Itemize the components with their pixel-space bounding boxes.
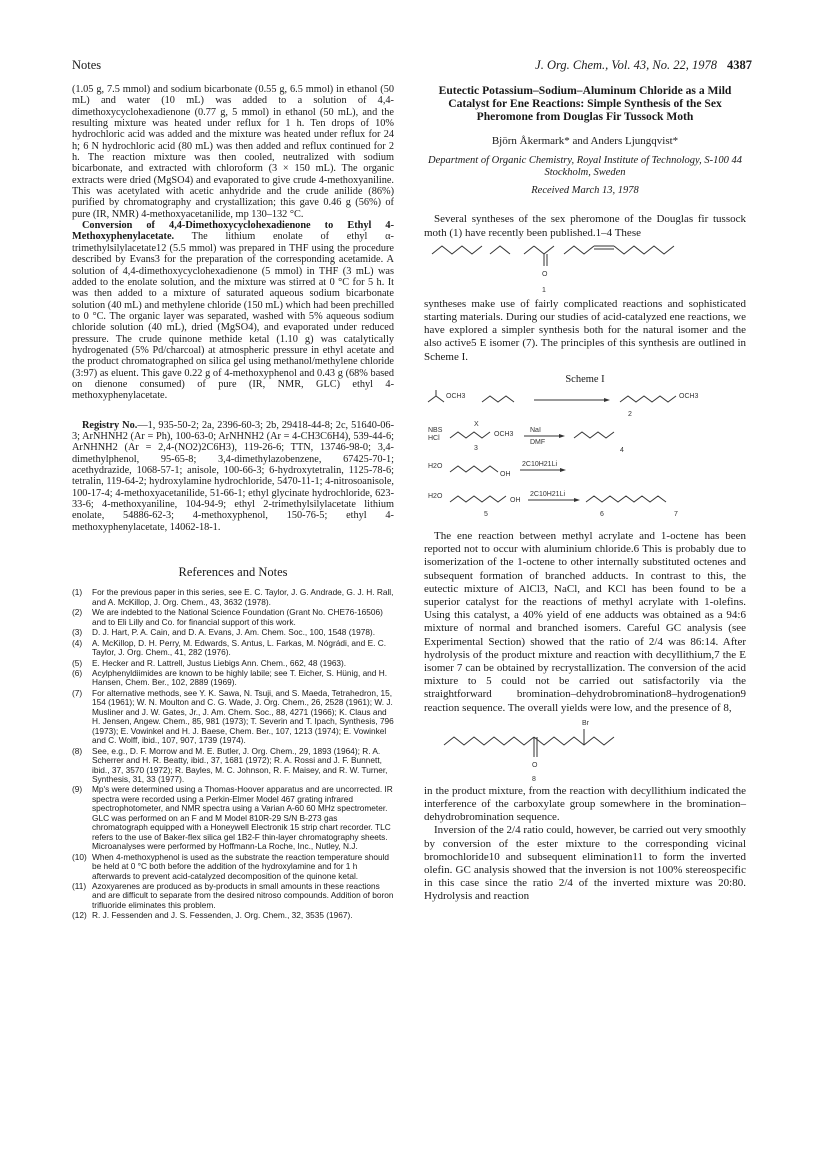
reference-text: A. McKillop, D. H. Perry, M. Edwards, S. Antus, L. Farkas, M. Nógrádi, and E. C. Taylor, J. Org. Chem., 41, 282 (1976). [92,637,387,658]
reference-item [72,747,394,785]
scheme-1-diagram [424,390,746,520]
scheme-title: Scheme I [565,373,605,385]
reference-item [72,882,394,910]
conversion-heading: Conversion of 4,4-Dimethoxycyclohexadienone to Ethyl 4-Methoxyphenylacetate. [72,220,394,243]
reference-text: E. Hecker and R. Lattrell, Justus Liebigs Ann. Chem., 662, 48 (1963). [92,657,347,668]
reference-item [72,659,394,668]
hcl-label: HCl [428,434,440,442]
nai-label: NaI [530,426,541,434]
reference-text: Acylphenyldiimides are known to be highly labile; see T. Eicher, S. Hünig, and H. Hansen, Chem. Ber., 102, 2889 (1969). [92,668,388,688]
bromine-label: Br [582,719,589,727]
reference-text: For alternative methods, see Y. K. Sawa, N. Tsuji, and S. Maeda, Tetrahedron, 15, 154 (1961); W. N. Moulton and C. G. Wade, J. Org. Chem., 26, 2528 (1961); W. J. Musliner and J. W. Gates, Jr., J. Am. Chem. Soc., 88, 4271 (1966); K. Claus and H. Jensen, Angew. Chem., 85, 981 (1973); T. Severin and T. Ipach, Synthesis, 796 (1973); E. Vowinkel and H. J. Baese, Chem. Ber., 107, 1213 (1974); E. Vowinkel and C. Wolff, ibid., 107, 907, 1739 (1974). [92,687,394,746]
reference-number: (9) [72,784,83,795]
reference-number: (10) [72,851,87,862]
inversion-paragraph: Inversion of the 2/4 ratio could, however, be carried out very smoothly by conversion of the ester mixture to the corresponding vicinal bromochloride10 and subsequent elimination11 to form the inverted olefin. GC analysis showed that the inversion is not 100% stereospecific in this case since the ratio 2/4 of the inverted mixture was 20:80. Hydrolysis and reaction [424,824,746,903]
reference-item [72,785,394,851]
reference-text: Azoxyarenes are produced as by-products in small amounts in these reactions and are difficult to separate from the desired nitroso compounds. Addition of boron trifluoride eliminates this problem. [92,881,394,910]
oh-label-2: OH [510,496,521,504]
page-number: 4387 [727,58,752,72]
reference-text: When 4-methoxyphenol is used as the substrate the reaction temperature should be held at 0 °C both before the addition of the hydroxylamine and for 1 h afterwards to prevent acid-catalyzed decomposition of the quinone ketal. [92,851,390,881]
compound-8-label: 8 [532,775,536,783]
och3-label-3: OCH3 [494,430,514,438]
reference-number: (8) [72,745,83,756]
reference-number: (7) [72,687,83,698]
decyllithium-label-2: 2C10H21Li [530,490,566,498]
reference-text: D. J. Hart, P. A. Cain, and D. A. Evans, J. Am. Chem. Soc., 100, 1548 (1978). [92,627,376,638]
compound-7-label: 7 [674,510,678,518]
reference-item [72,639,394,658]
och3-label-2: OCH3 [679,392,699,400]
authors: Björn Åkermark* and Anders Ljungqvist* [491,135,679,147]
reference-number: (2) [72,607,83,618]
reference-text: See, e.g., D. F. Morrow and M. E. Butler, J. Org. Chem., 29, 1893 (1964); R. A. Scherrer and H. R. Beatty, ibid., 37, 1681 (1972); R. A. Rossi and J. F. Bunnett, ibid., 37, 3570 (1972); R. Bayles, M. C. Johnson, R. F. Maisey, and R. W. Turner, Synthesis, 31, 33 (1977). [92,745,388,785]
affiliation: Department of Organic Chemistry, Royal Institute of Technology, S-100 44 Stockholm, Sweden [428,155,742,179]
compound-6-label: 6 [600,510,604,518]
reference-item [72,628,394,637]
reference-item [72,911,394,920]
dmf-label: DMF [530,438,546,446]
experimental-paragraph: (1.05 g, 7.5 mmol) and sodium bicarbonate (0.55 g, 6.5 mmol) in ethanol (50 mL) and water (10 mL) was added to a solution of 4,4-dimethoxycyclohexadienone (0.77 g, 5 mmol) in ethanol (50 mL), and the resulting mixture was heated under reflux for 1 h. Ten drops of 10% hydrochloric acid was added and the mixture was heated under reflux for 24 h; 6 N hydrochloric acid (80 mL) was then added and reflux continued for 2 h. The reaction mixture was then cooled, neutralized with sodium bicarbonate, and extracted with chloroform (3 × 150 mL). The organic extracts were dried (MgSO4) and evaporated to give crude 4-methoxyaniline. This was acetylated with acetic anhydride and the crude anilide (86%) purified by chromatography and crystallization; this gave 0.46 g (56%) of pure (IR, NMR) 4-methoxyacetanilide, mp 130–132 °C. [72,84,394,220]
journal-citation: J. Org. Chem., Vol. 43, No. 22, 1978 [535,58,717,72]
reference-number: (11) [72,881,87,891]
reference-text: For the previous paper in this series, see E. C. Taylor, J. G. Andrade, G. J. H. Rall, and A. McKillop, J. Org. Chem., 43, 3632 (1978). [92,587,394,607]
compound-2-label: 2 [628,410,632,418]
right-column [424,84,746,904]
conversion-paragraph [72,220,394,402]
running-header-left: Notes [72,58,102,72]
reference-number: (5) [72,657,83,668]
compound-4-label: 4 [620,446,624,454]
compound-8-structure [424,715,746,785]
registry-paragraph [72,420,394,533]
reference-number: (3) [72,627,83,638]
reference-item [72,588,394,607]
compound-3-label: 3 [474,444,478,452]
reference-item [72,669,394,688]
synthesis-paragraph: syntheses make use of fairly complicated reactions and sophisticated starting materials. During our studies of acid-catalyzed ene reactions, we have explored a simpler synthesis both for the natural isomer and the also active5 E isomer (7). The principles of this synthesis are outlined in Scheme I. [424,297,746,363]
nbs-label: NBS [428,426,443,434]
running-header-right [535,58,752,73]
left-column [72,84,394,922]
registry-text: —1, 935-50-2; 2a, 2396-60-3; 2b, 29418-44-8; 2c, 51640-06-3; ArNHNH2 (Ar = Ph), 100-63-0; ArNHNH2 (Ar = 4-CH3C6H4), 539-44-6; ArNHNH2 (Ar = 2,4-(NO2)2C6H3), 119-26-6; TTN, 13746-98-0; 3,4-dimethylphenol, 95-65-8; 3,4-dimethylazobenzene, 67425-70-1; acethydrazide, 1068-57-1; anisole, 100-66-3; 6-hydroxytetralin, 1125-78-6; tetralin, 119-64-2; hydroxylamine hydrochloride, 5470-11-1; 4-nitrosoanisole, 100-17-4; 4-methoxyacetanilide, 51-66-1; ethyl glycinate hydrochloride, 623-33-6; 4-methoxyaniline, 104-94-9; ethyl 2-trimethylsilylacetate lithium enolate, 54886-62-3; 4-methoxyphenol, 150-76-5; ethyl 4-methoxyphenylacetate, 14062-18-1. [72,419,395,533]
reference-item [72,853,394,881]
references-list [72,588,394,920]
reference-number: (6) [72,668,83,679]
conversion-text: The lithium enolate of ethyl α-trimethylsilylacetate12 (5.5 mmol) was prepared in THF using the procedure described by Evans3 for the preparation of the corresponding acetamide. A solution of 4,4-dimethoxycyclohexadienone (5 mmol) in THF (3 mL) was added to the enolate solution, and the mixture was stirred at 0 °C for 5 h. It was then added to a mixture of saturated aqueous sodium bicarbonate solution (40 mL) and methylene chloride (150 mL) which had been prechilled to 0 °C. The organic layer was separated, washed with 5% aqueous sodium chloride solution (40 mL), dried (MgSO4), and evaporated under reduced pressure. The crude quinone methide ketal (1.10 g) was catalytically hydrogenated (5% Pd/charcoal) at atmospheric pressure in ethyl acetate and the product chromatographed on silica gel using methanol/methylene chloride (3:97) as eluent. This gave 0.22 g of 4-methoxyphenol and 0.43 g (68% based on dienone consumed) of pure (IR, NMR, GLC) ethyl 4-methoxyphenylacetate. [72,231,394,402]
reference-item [72,608,394,627]
reference-text: We are indebted to the National Science Foundation (Grant No. CHE76-16506) and to Eli Lilly and Co. for financial support of this work. [92,607,383,627]
received-date: Received March 13, 1978 [531,185,639,197]
reference-number: (1) [72,587,83,598]
reference-item [72,689,394,746]
carbonyl-o-label: O [542,270,548,278]
pheromone-structure-1 [424,240,746,298]
reference-text: R. J. Fessenden and J. S. Fessenden, J. Org. Chem., 32, 3535 (1967). [92,910,353,921]
intro-paragraph: Several syntheses of the sex pheromone of the Douglas fir tussock moth (1) have recently been published.1–4 These [424,213,746,239]
reference-text: Mp's were determined using a Thomas-Hoover apparatus and are uncorrected. IR spectra were recorded using a Perkin-Elmer Model 467 grating infrared spectrophotometer, and NMR spectra using a Varian A-60 60 MHz spectrometer. GLC was performed on an F and M Model 810R-29 S/N B-273 gas chromatograph equipped with a Honeywell Electronik 15 strip chart recorder. TLC refers to the use of Baker-flex silica gel 1B2-F thin-layer chromatography sheets. Microanalyses were performed by Hoffmann-La Roche, Inc., Nutley, N.J. [92,784,393,852]
h2o-label: H2O [428,462,443,470]
oh-label: OH [500,470,511,478]
compound-5-label: 5 [484,510,488,518]
och3-label: OCH3 [446,392,466,400]
reference-number: (4) [72,637,83,648]
interference-paragraph: in the product mixture, from the reaction with decyllithium indicated the interference of the carboxylate group somewhere in the bromination–dehydrobromination sequence. [424,784,746,824]
references-title: References and Notes [178,565,288,580]
decyllithium-label: 2C10H21Li [522,460,558,468]
reference-number: (12) [72,910,87,921]
carbonyl-o-label-8: O [532,761,538,769]
h2o-label-2: H2O [428,492,443,500]
compound-1-label: 1 [542,286,546,294]
x-label: X [474,420,479,428]
ene-reaction-paragraph: The ene reaction between methyl acrylate and 1-octene has been reported not to occur with aluminium chloride.6 This is probably due to isomerization of the 1-octene to other internally substituted octenes and subsequent formation of branched adducts. In contrast to this, the eutectic mixture of AlCl3, NaCl, and KCl has been found to be a superior catalyst for the reactions of methyl acrylate with 1-olefins. Using this catalyst, a 40% yield of ene adducts was obtained as a 94:6 mixture of normal and branched isomers. Careful GC analysis (see Experimental Section) showed that the ratio of 2/4 was 86:14. After hydrolysis of the product mixture and reaction with decyllithium,7 the E isomer 7 can be obtained by recrystallization. The conversion of the acid mixture to 5 could not be carried out satisfactorily via the straightforward bromination–dehydrobromination8–hydrogenation9 reaction sequence. The overall yields were low, and the presence of 8, [424,529,746,714]
registry-label: Registry No. [82,419,138,431]
article-title: Eutectic Potassium–Sodium–Aluminum Chloride as a Mild Catalyst for Ene Reactions: Simple Synthesis of the Sex Pheromone from Douglas Fir Tussock Moth [438,84,732,123]
